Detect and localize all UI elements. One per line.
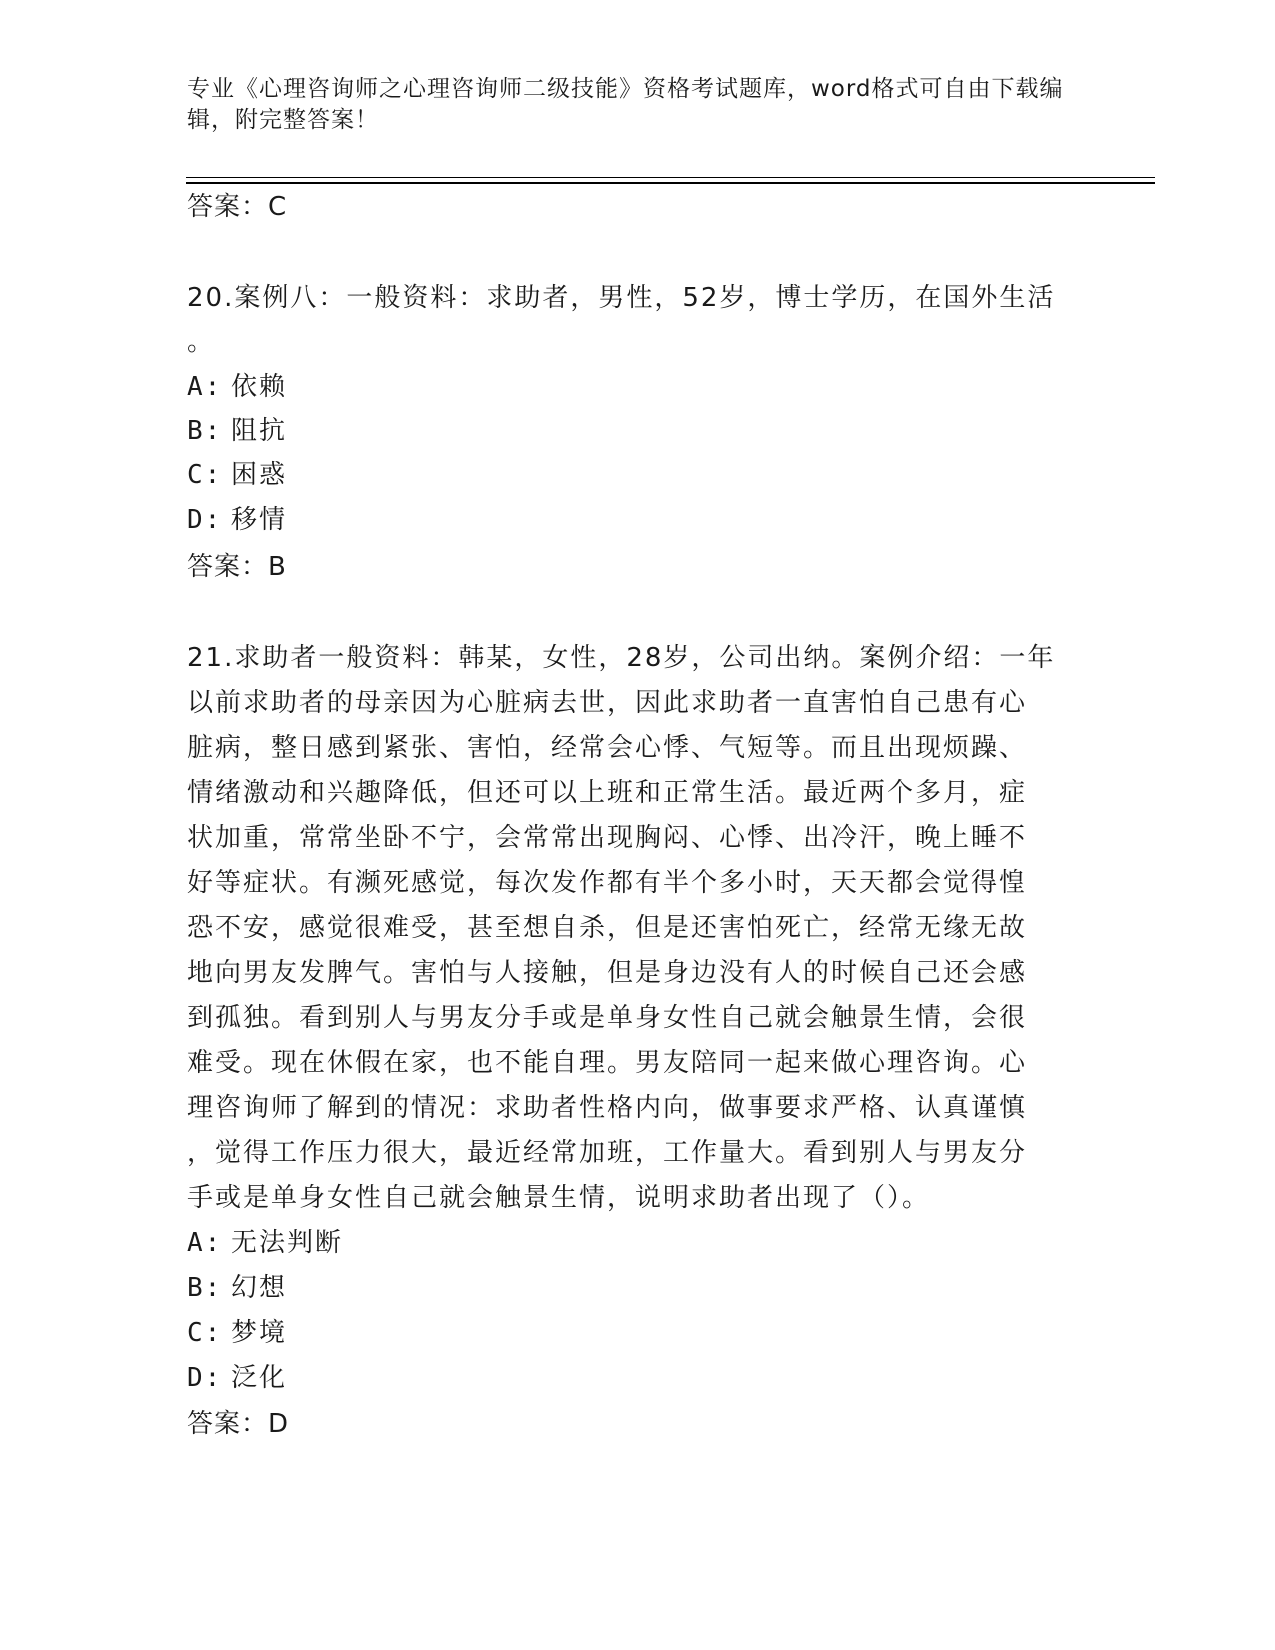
option-key: D:	[187, 1363, 223, 1393]
option-key: B:	[187, 416, 223, 446]
document-header: 专业《心理咨询师之心理咨询师二级技能》资格考试题库，word格式可自由下载编辑，附完整答案！	[187, 76, 1064, 133]
option-text: 泛化	[231, 1363, 288, 1393]
answer-previous: 答案：C	[187, 192, 288, 222]
option-text: 依赖	[231, 372, 288, 402]
question-20-option-a	[187, 372, 287, 402]
option-text: 幻想	[231, 1273, 288, 1303]
question-21-line: 手或是单身女性自己就会触景生情，说明求助者出现了（）。	[187, 1183, 931, 1213]
question-21-option-a	[187, 1228, 343, 1258]
option-text: 无法判断	[231, 1228, 344, 1258]
header-rule-thin	[186, 177, 1155, 178]
question-21-line: 以前求助者的母亲因为心脏病去世，因此求助者一直害怕自己患有心	[187, 688, 1028, 718]
question-21-line: 恐不安，感觉很难受，甚至想自杀，但是还害怕死亡，经常无缘无故	[187, 913, 1028, 943]
question-20-option-b	[187, 416, 287, 446]
question-21-line: 理咨询师了解到的情况：求助者性格内向，做事要求严格、认真谨慎	[187, 1093, 1028, 1123]
question-21-option-c	[187, 1318, 287, 1348]
option-text: 阻抗	[231, 416, 288, 446]
option-key: C:	[187, 460, 223, 490]
question-21-line: 21.求助者一般资料：韩某，女性，28岁，公司出纳。案例介绍：一年	[187, 643, 1056, 673]
question-21-line: 情绪激动和兴趣降低，但还可以上班和正常生活。最近两个多月，症	[187, 778, 1028, 808]
question-21-answer: 答案：D	[187, 1409, 290, 1439]
question-21-line: 状加重，常常坐卧不宁，会常常出现胸闷、心悸、出冷汗，晚上睡不	[187, 823, 1028, 853]
option-key: B:	[187, 1273, 223, 1303]
option-text: 梦境	[231, 1318, 288, 1348]
question-20-stem-tail: 。	[187, 327, 216, 357]
question-21-option-b	[187, 1273, 287, 1303]
question-21-option-d	[187, 1363, 287, 1393]
option-key: D:	[187, 505, 223, 535]
question-20-option-d	[187, 505, 287, 535]
option-text: 移情	[231, 505, 288, 535]
question-20-answer: 答案：B	[187, 552, 287, 582]
question-21-line: 脏病，整日感到紧张、害怕，经常会心悸、气短等。而且出现烦躁、	[187, 733, 1028, 763]
question-20-option-c	[187, 460, 287, 490]
question-21-line: ，觉得工作压力很大，最近经常加班，工作量大。看到别人与男友分	[187, 1138, 1028, 1168]
option-key: A:	[187, 372, 223, 402]
question-21-line: 好等症状。有濒死感觉，每次发作都有半个多小时，天天都会觉得惶	[187, 868, 1028, 898]
header-rule-thick	[186, 182, 1155, 184]
option-key: A:	[187, 1228, 223, 1258]
option-text: 困惑	[231, 460, 288, 490]
question-21-line: 难受。现在休假在家，也不能自理。男友陪同一起来做心理咨询。心	[187, 1048, 1028, 1078]
question-21-line: 到孤独。看到别人与男友分手或是单身女性自己就会触景生情，会很	[187, 1003, 1028, 1033]
option-key: C:	[187, 1318, 223, 1348]
question-20-stem: 20.案例八：一般资料：求助者，男性，52岁，博士学历，在国外生活	[187, 283, 1056, 313]
question-21-line: 地向男友发脾气。害怕与人接触，但是身边没有人的时候自己还会感	[187, 958, 1028, 988]
